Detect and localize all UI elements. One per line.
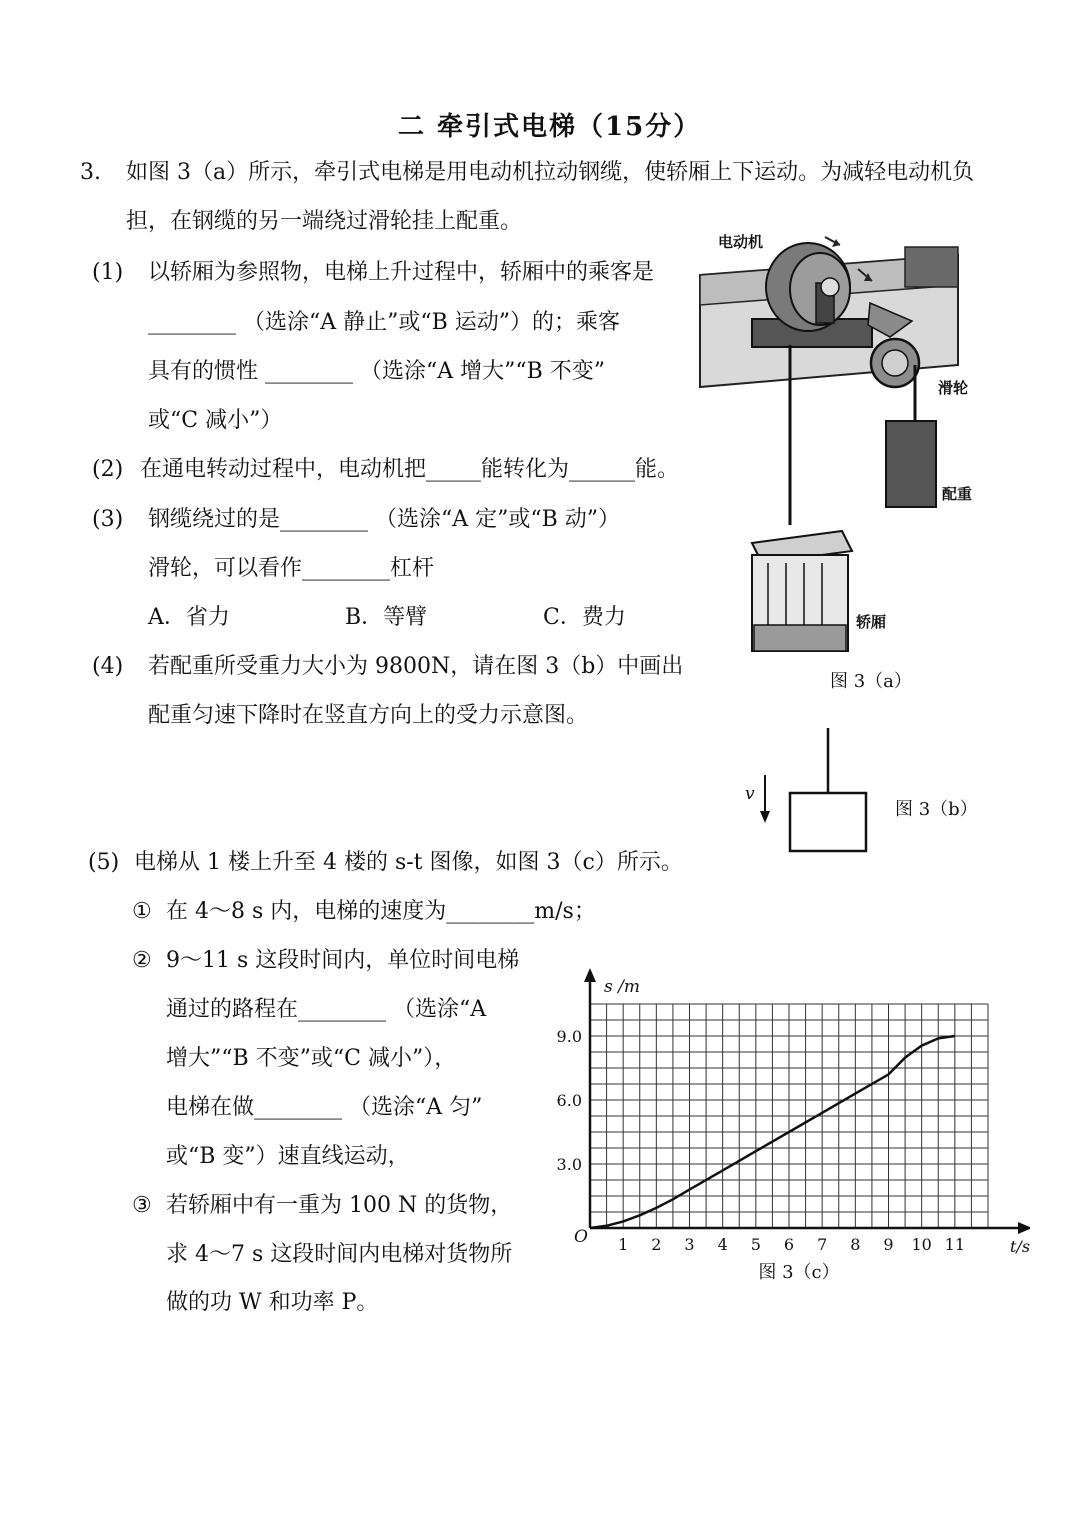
y-tick-label: 6.0 [556,1091,582,1110]
part4-line1: 若配重所受重力大小为 9800N，请在图 3（b）中画出 [148,654,684,679]
sub2-line4: 电梯在做________ （选涂“A 匀” [166,1095,483,1120]
part1-number: (1) [92,260,124,285]
x-tick-label: 6 [783,1235,795,1254]
counterweight-box [790,793,866,851]
sub3-line2: 求 4～7 s 这段时间内电梯对货物所 [166,1242,513,1267]
x-axis-label: t/s [1010,1237,1030,1256]
figure-3a [690,225,980,695]
rotation-arrowhead-1 [832,239,840,247]
label-car: 轿厢 [856,613,887,631]
velocity-arrowhead [760,811,770,823]
pulley-hub [882,350,908,376]
part4-line2: 配重匀速下降时在竖直方向上的受力示意图。 [148,703,589,728]
figure-3a-caption: 图 3（a） [830,671,912,692]
y-tick-label: 3.0 [556,1155,582,1174]
sub1-mark: ① [132,899,152,924]
sub1-line: 在 4～8 s 内，电梯的速度为________m/s； [166,899,596,924]
motor-sheave [821,278,839,296]
x-tick-label: 5 [750,1235,761,1254]
figure-3c-caption: 图 3（c） [758,1262,840,1283]
sub2-line1: 9～11 s 这段时间内，单位时间电梯 [166,948,520,973]
figure-3b-caption: 图 3（b） [895,799,978,820]
label-v: v [745,784,755,804]
figure-3c-chart [540,968,1030,1292]
part3-option-a: A．省力 [148,605,230,630]
sub3-line1: 若轿厢中有一重为 100 N 的货物， [166,1193,513,1218]
car-floor [754,625,846,651]
section-title: 二 牵引式电梯（15分） [398,112,702,142]
origin-label: O [574,1227,588,1247]
sub2-line3: 增大”“B 不变”或“C 减小”）， [166,1046,457,1071]
x-tick-label: 4 [717,1235,728,1254]
part1-line1: 以轿厢为参照物，电梯上升过程中，轿厢中的乘客是 [148,260,655,285]
x-tick-label: 2 [651,1235,662,1254]
sub2-mark: ② [132,948,152,973]
sub2-line2: 通过的路程在________ （选涂“A [166,997,487,1022]
x-tick-label: 11 [944,1235,966,1254]
question-number: 3. [80,160,101,185]
part5-number: (5) [88,850,120,875]
part3-option-b: B．等臂 [345,605,428,630]
sub3-line3: 做的功 W 和功率 P。 [166,1290,379,1315]
x-axis-arrow [1018,1222,1030,1234]
part1-line2: ________ （选涂“A 静止”或“B 运动”）的；乘客 [148,310,621,335]
y-axis-arrow [584,968,596,982]
part2-number: (2) [92,457,124,482]
part2-line1: 在通电转动过程中，电动机把_____能转化为______能。 [140,457,680,482]
figure-3b [735,725,980,860]
x-tick-label: 1 [618,1235,629,1254]
part1-line4: 或“C 减小”） [148,408,283,433]
label-pulley: 滑轮 [938,379,969,397]
sub3-mark: ③ [132,1193,152,1218]
y-tick-label: 9.0 [556,1027,582,1046]
sub2-line5: 或“B 变”）速直线运动， [166,1144,410,1169]
part4-number: (4) [92,654,124,679]
part3-number: (3) [92,507,124,532]
slab-wall [905,247,958,287]
part3-option-c: C．费力 [543,605,626,630]
question-intro-line2: 担，在钢缆的另一端绕过滑轮挂上配重。 [126,209,523,234]
x-tick-label: 7 [817,1235,828,1254]
counterweight-block [886,421,936,507]
label-motor: 电动机 [718,233,764,251]
part3-line1: 钢缆绕过的是________ （选涂“A 定”或“B 动”） [148,507,621,532]
x-tick-label: 10 [911,1235,932,1254]
question-intro-line1: 如图 3（a）所示，牵引式电梯是用电动机拉动钢缆，使轿厢上下运动。为减轻电动机负 [126,160,975,185]
x-tick-label: 9 [883,1235,894,1254]
part1-line3: 具有的惯性 ________ （选涂“A 增大”“B 不变” [148,359,606,384]
x-tick-label: 3 [684,1235,695,1254]
y-axis-label: s /m [604,977,640,997]
label-counterweight: 配重 [942,485,973,503]
part3-line2: 滑轮，可以看作________杠杆 [148,556,435,581]
part5-line1: 电梯从 1 楼上升至 4 楼的 s-t 图像，如图 3（c）所示。 [134,850,683,875]
x-tick-label: 8 [850,1235,861,1254]
